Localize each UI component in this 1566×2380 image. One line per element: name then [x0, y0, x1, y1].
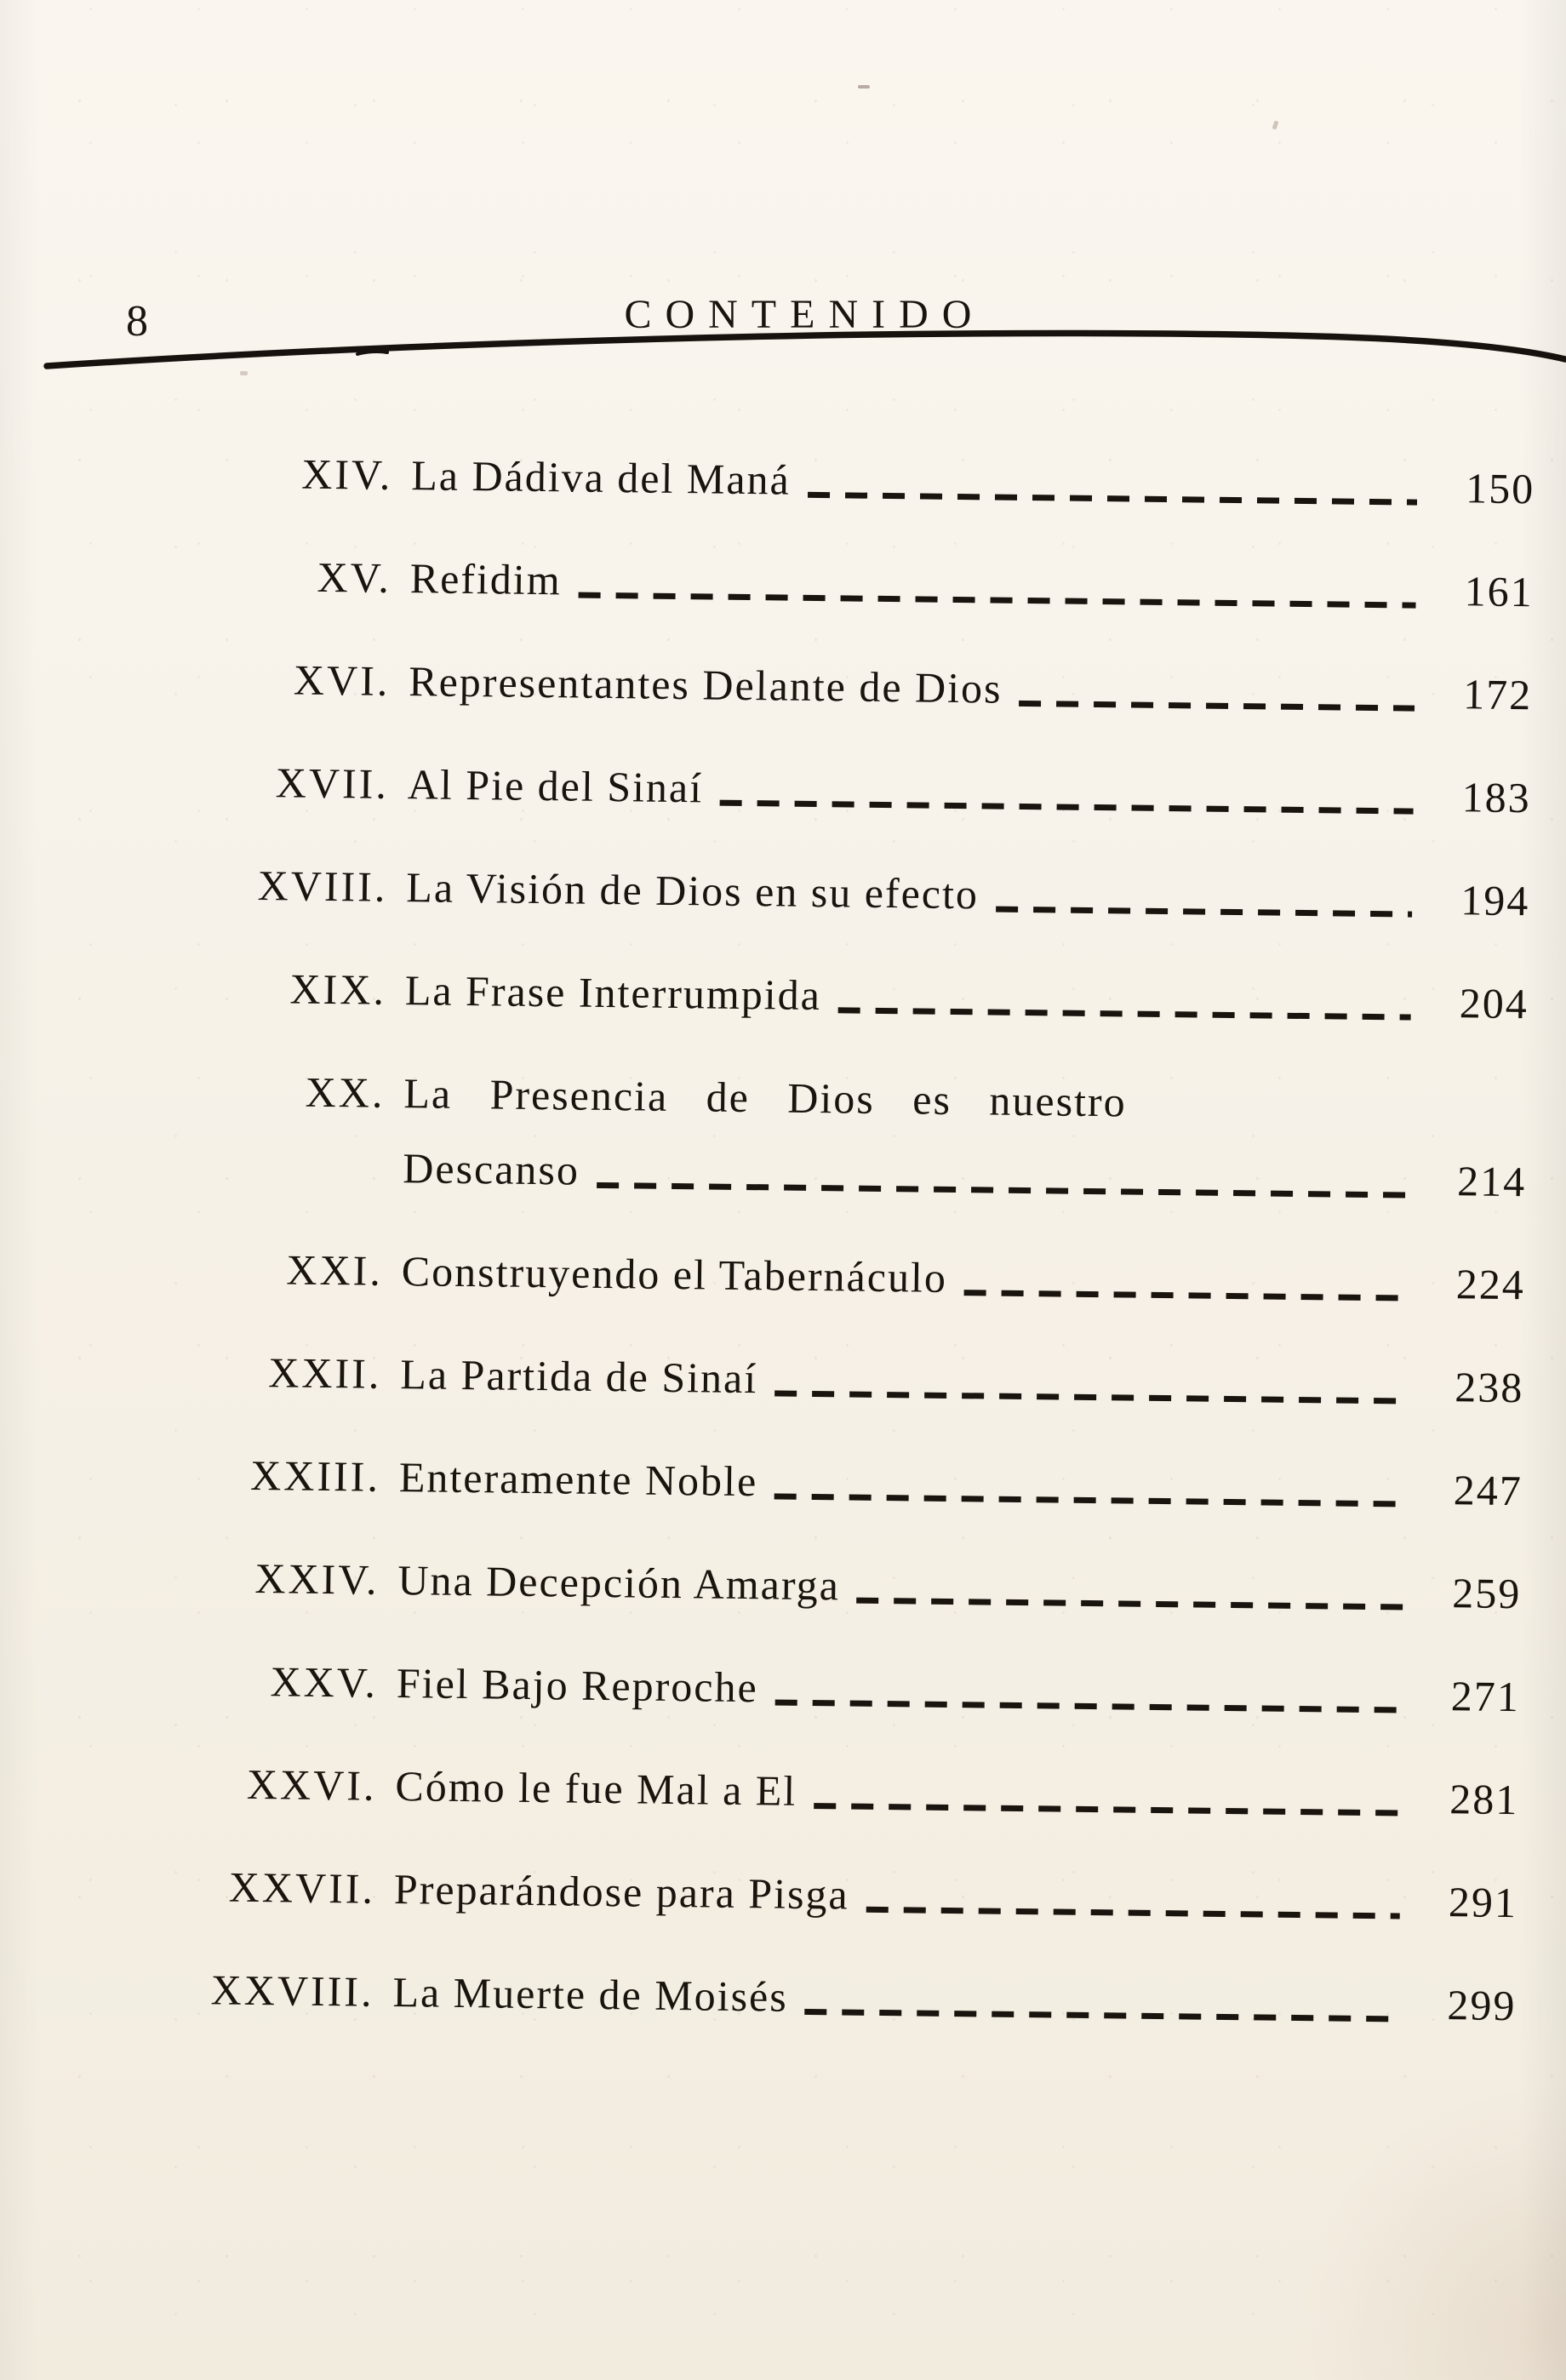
- toc-entry: [91, 1963, 1517, 2031]
- dot-leader: [771, 1456, 1405, 1514]
- dot-leader: [717, 763, 1414, 822]
- entry-title-line2: Descanso: [403, 1144, 580, 1194]
- entry-numeral: XXVIII.: [210, 1965, 374, 2016]
- entry-title: Enteramente Noble: [398, 1453, 758, 1506]
- entry-numeral: XX.: [305, 1067, 386, 1117]
- toc-entry: [99, 1345, 1524, 1413]
- entry-numeral: XXV.: [270, 1657, 379, 1707]
- page-title: CONTENIDO: [624, 292, 986, 337]
- entry-title-line1: La Presencia de Dios es nuestro: [403, 1069, 1128, 1126]
- entry-numeral: XXVII.: [228, 1862, 376, 1913]
- entry-page: 172: [1462, 670, 1533, 719]
- entry-title: Refidim: [409, 554, 563, 604]
- entry-title: La Visión de Dios en su efecto: [406, 863, 980, 918]
- entry-title: Al Pie del Sinaí: [407, 760, 704, 812]
- entry-numeral: XV.: [317, 552, 392, 602]
- page-number: 8: [126, 297, 148, 346]
- entry-title: Fiel Bajo Reproche: [396, 1659, 759, 1712]
- entry-page: 259: [1452, 1569, 1522, 1618]
- entry-page: 299: [1447, 1981, 1517, 2030]
- entry-numeral: XXII.: [268, 1348, 382, 1398]
- scan-speck: [858, 85, 870, 89]
- entry-page: 194: [1460, 876, 1530, 925]
- toc-entry: [94, 1757, 1519, 1825]
- toc-entry: [108, 549, 1534, 617]
- scan-speck: [240, 371, 248, 375]
- dot-leader: [771, 1353, 1407, 1411]
- dot-leader: [771, 1662, 1403, 1720]
- entry-numeral: XVII.: [275, 758, 390, 808]
- entry-title: La Muerte de Moisés: [392, 1968, 789, 2021]
- toc-entry: [105, 858, 1530, 926]
- toc-entry: [107, 652, 1533, 720]
- entry-title: Representantes Delante de Dios: [408, 657, 1003, 712]
- toc-entry: [98, 1448, 1523, 1516]
- entry-numeral: XVI.: [293, 655, 391, 705]
- dot-leader: [835, 970, 1412, 1027]
- entry-title: Una Decepción Amarga: [397, 1556, 841, 1610]
- dot-leader: [574, 555, 1416, 616]
- entry-numeral: XIX.: [289, 964, 387, 1014]
- dot-leader: [801, 1971, 1398, 2030]
- toc-list: [90, 446, 1535, 2083]
- entry-page: 238: [1454, 1363, 1524, 1412]
- dot-leader: [593, 1145, 1409, 1206]
- toc-entry: [106, 755, 1532, 823]
- dot-leader: [853, 1560, 1403, 1618]
- entry-title: La Dádiva del Maná: [410, 451, 792, 504]
- entry-numeral: XXIII.: [249, 1450, 381, 1501]
- entry-page: 204: [1459, 979, 1529, 1028]
- entry-page: 214: [1456, 1157, 1527, 1206]
- entry-numeral: XXI.: [286, 1245, 384, 1295]
- dot-leader: [862, 1869, 1400, 1927]
- toc-entry: [96, 1551, 1522, 1619]
- entry-page: 291: [1448, 1878, 1518, 1927]
- dot-leader: [810, 1765, 1402, 1823]
- entry-numeral: XVIII.: [257, 861, 388, 911]
- dot-leader: [961, 1252, 1409, 1308]
- entry-title: Construyendo el Tabernáculo: [401, 1247, 948, 1302]
- toc-entry: [110, 446, 1535, 514]
- toc-entry: [93, 1860, 1518, 1928]
- entry-page: 247: [1453, 1466, 1523, 1515]
- toc-entry: [100, 1242, 1526, 1310]
- entry-page: 281: [1449, 1775, 1519, 1824]
- entry-page: 183: [1461, 773, 1532, 822]
- dot-leader: [1015, 663, 1415, 719]
- scan-speck: [1272, 120, 1279, 129]
- entry-numeral: XXIV.: [254, 1554, 380, 1604]
- dot-leader: [992, 869, 1413, 925]
- entry-page: 271: [1450, 1672, 1521, 1721]
- dot-leader: [803, 455, 1417, 513]
- entry-numeral: XXVI.: [246, 1759, 377, 1810]
- entry-indent: [101, 1139, 385, 1193]
- entry-page: 224: [1455, 1260, 1526, 1309]
- toc-entry: [104, 961, 1529, 1029]
- entry-title: Preparándose para Pisga: [393, 1865, 850, 1919]
- entry-page: 150: [1465, 464, 1535, 513]
- entry-title: La Frase Interrumpida: [404, 966, 822, 1020]
- toc-entry: [95, 1654, 1521, 1722]
- header-rule: [0, 306, 1566, 383]
- entry-page: 161: [1464, 567, 1535, 616]
- toc-entry: [101, 1064, 1528, 1207]
- entry-title: Cómo le fue Mal a El: [395, 1762, 797, 1815]
- entry-numeral: XIV.: [301, 449, 393, 499]
- entry-title: La Partida de Sinaí: [400, 1350, 758, 1403]
